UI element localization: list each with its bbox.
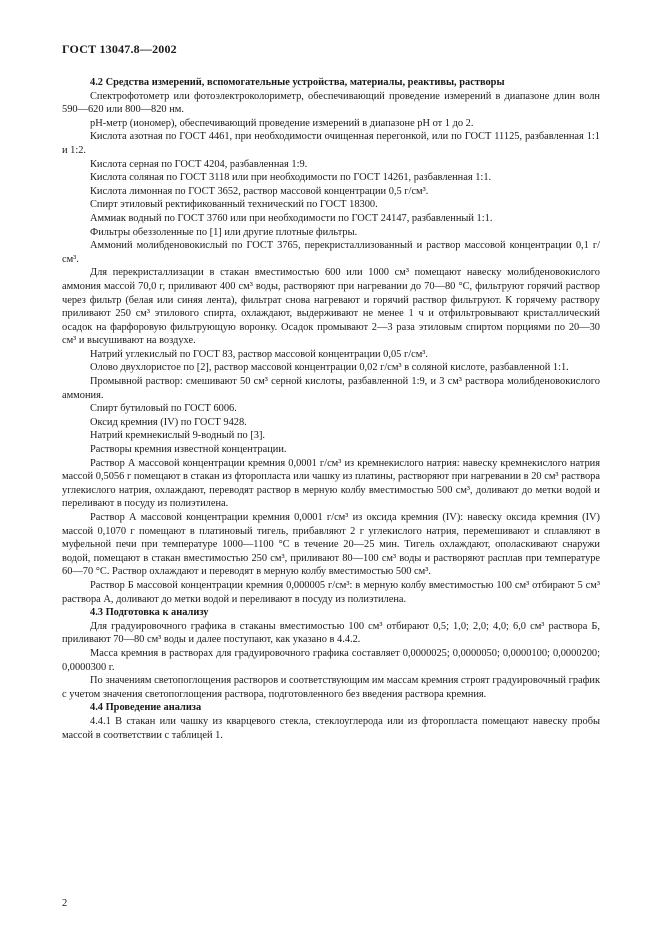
paragraph: Спирт этиловый ректификованный технический по ГОСТ 18300. xyxy=(90,199,378,211)
paragraph: Раствор А массовой концентрации кремния 0,0001 г/см³ из кремнекислого натрия: навеску кремнекислого натрия массой 0,5056 г помещают в стакан из фторопласта или чашку из платины, растворяют при нагревании в 20 см³ раствора углекислого натрия, охлаждают, переводят раствор в мерную колбу вместимостью 500 см³, доливают до метки водой и переливают в посуду из полиэтилена. xyxy=(62,457,600,510)
document-body xyxy=(62,76,600,742)
document-header: ГОСТ 13047.8—2002 xyxy=(62,42,177,56)
section-heading: 4.2 Средства измерений, вспомогательные устройства, материалы, реактивы, растворы xyxy=(90,77,505,88)
paragraph: Кислота азотная по ГОСТ 4461, при необходимости очищенная перегонкой, или по ГОСТ 11125, разбавленная 1:1 и 1:2. xyxy=(62,131,600,156)
paragraph: Аммиак водный по ГОСТ 3760 или при необходимости по ГОСТ 24147, разбавленный 1:1. xyxy=(90,212,493,224)
paragraph: Раствор Б массовой концентрации кремния 0,000005 г/см³: в мерную колбу вместимостью 100 см³ отбирают 5 см³ раствора А, доливают до метки водой и переливают в посуду из полиэтилена. xyxy=(62,579,600,605)
paragraph: Для градуировочного графика в стаканы вместимостью 100 см³ отбирают 0,5; 1,0; 2,0; 4,0; 6,0 см³ раствора Б, приливают 70—80 см³ воды и далее поступают, как указано в 4.4.2. xyxy=(62,620,600,646)
paragraph: Масса кремния в растворах для градуировочного графика составляет 0,0000025; 0,0000050; 0,0000100; 0,0000200; 0,0000300 г. xyxy=(62,647,600,673)
paragraph: Олово двухлористое по [2], раствор массовой концентрации 0,02 г/см³ в соляной кислоте, разбавленной 1:1. xyxy=(90,362,569,374)
paragraph: Аммоний молибденовокислый по ГОСТ 3765, перекристаллизованный и раствор массовой концентрации 0,1 г/см³. xyxy=(62,240,600,265)
paragraph: Фильтры обеззоленные по [1] или другие плотные фильтры. xyxy=(90,226,358,238)
paragraph: рН-метр (иономер), обеспечивающий проведение измерений в диапазоне рН от 1 до 2. xyxy=(90,117,474,129)
paragraph: По значениям светопоглощения растворов и соответствующим им массам кремния строят градуировочный график с учетом значения светопоглощения раствора, подготовленного без введения раствора кремния. xyxy=(62,675,600,700)
paragraph: 4.4.1 В стакан или чашку из кварцевого стекла, стеклоуглерода или из фторопласта помещают навеску пробы массой в соответствии с таблицей 1. xyxy=(62,715,600,741)
paragraph: Натрий кремнекислый 9-водный по [3]. xyxy=(90,430,266,442)
paragraph: Кислота лимонная по ГОСТ 3652, раствор массовой концентрации 0,5 г/см³. xyxy=(90,185,429,197)
paragraph: Спирт бутиловый по ГОСТ 6006. xyxy=(90,403,237,415)
paragraph: Растворы кремния известной концентрации. xyxy=(90,444,287,456)
section-heading: 4.4 Проведение анализа xyxy=(90,702,202,714)
paragraph: Для перекристаллизации в стакан вместимостью 600 или 1000 см³ помещают навеску молибденовокислого аммония массой 70,0 г, приливают 400 см³ воды, растворяют при нагревании до 70—80 °С, фильтруют горячий раствор через фильтр (белая или синяя лента), фильтрат снова нагревают и горячий раствор фильтруют. К горячему раствору приливают 250 см³ этилового спирта, охлаждают, выдерживают не менее 1 ч и отфильтровывают кристаллический осадок на фарфоровую фильтрующую воронку. Осадок промывают 2—3 раза этиловым спиртом порциями по 20—30 см³ и высушивают на воздухе. xyxy=(62,267,600,347)
page-number: 2 xyxy=(62,898,68,909)
paragraph: Оксид кремния (IV) по ГОСТ 9428. xyxy=(90,416,247,428)
paragraph: Кислота соляная по ГОСТ 3118 или при необходимости по ГОСТ 14261, разбавленная 1:1. xyxy=(90,172,492,184)
paragraph: Раствор А массовой концентрации кремния 0,0001 г/см³ из оксида кремния (IV): навеску оксида кремния (IV) массой 0,1070 г помещают в платиновый тигель, прибавляют 2 г углекислого натрия, перемешивают и сплавляют в муфельной печи при температуре 1000—1100 °С в течение 20—25 мин. Тигель охлаждают, ополаскивают снаружи водой, помещают в стакан вместимостью 250 см³, приливают 80—100 см³ воды и растворяют расплав при температуре 60—70 °С. Раствор охлаждают и переводят в мерную колбу вместимостью 500 см³. xyxy=(62,512,600,578)
paragraph: Кислота серная по ГОСТ 4204, разбавленная 1:9. xyxy=(90,158,308,170)
paragraph: Промывной раствор: смешивают 50 см³ серной кислоты, разбавленной 1:9, и 3 см³ раствора молибденовокислого аммония. xyxy=(62,376,600,401)
paragraph: Спектрофотометр или фотоэлектроколориметр, обеспечивающий проведение измерений в диапазоне длин волн 590—620 или 800—820 нм. xyxy=(62,90,600,116)
section-heading: 4.3 Подготовка к анализу xyxy=(90,607,209,619)
paragraph: Натрий углекислый по ГОСТ 83, раствор массовой концентрации 0,05 г/см³. xyxy=(90,348,428,360)
